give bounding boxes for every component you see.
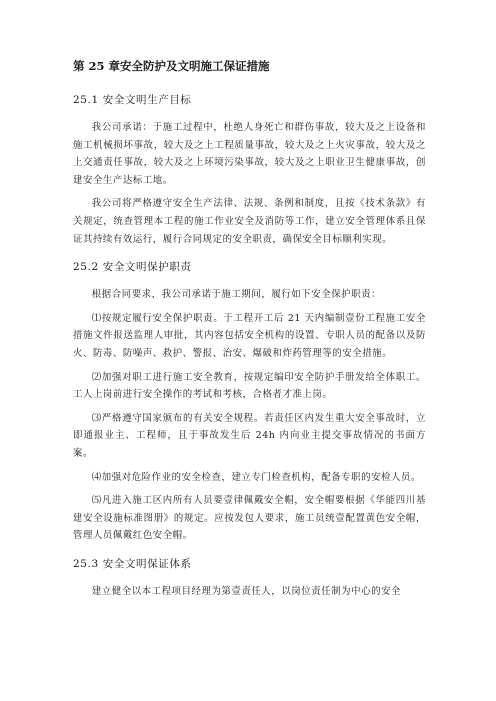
section-heading: 25.2 安全文明保护职责 — [73, 261, 192, 274]
section-1 — [73, 93, 426, 248]
paragraph: 根据合同要求，我公司承诺于施工期间，履行如下安全保护职责： — [91, 289, 382, 301]
section-3 — [73, 557, 426, 601]
paragraph: ⑵加强对职工进行施工安全教育，按规定编印安全防护手册发给全体职工。工人上岗前进行安全操作的考试和考核，合格者才准上岗。 — [73, 371, 426, 401]
paragraph: ⑸凡进入施工区内所有人员要壹律佩戴安全帽，安全帽要根据《华能四川基建安全设施标准图册》的规定。应按发包人要求，施工员统壹配置黄色安全帽，管理人员佩戴红色安全帽。 — [73, 495, 426, 542]
paragraph: 我公司将严格遵守安全生产法律、法规、条例和制度，且按《技术条款》有关规定，统查管理本工程的施工作业安全及消防等工作，建立安全管理体系且保证其持续有效运行，履行合同规定的安全职责，确保安全目标顺利实现。 — [73, 198, 426, 245]
paragraph: 建立健全以本工程项目经理为第壹责任人，以岗位责任制为中心的安全 — [91, 585, 402, 597]
paragraph: ⑷加强对危险作业的安全检查，建立专门检查机构，配备专职的安检人员。 — [91, 471, 421, 483]
paragraph: 我公司承诺：于施工过程中，杜绝人身死亡和群伤事故，较大及之上设备和施工机械损坏事故，较大及之上工程质量事故，较大及之上火灾事故，较大及之上交通责任事故，较大及之上环境污染事故，较大及之上职业卫生健康事故，创建安全生产达标工地。 — [73, 122, 426, 186]
chapter-title: 第 25 章安全防护及文明施工保证措施 — [73, 59, 270, 73]
section-heading: 25.1 安全文明生产目标 — [73, 94, 192, 106]
paragraph: ⑴按规定履行安全保护职责。于工程开工后 21 天内编制壹份工程施工安全措施文件报送监理人审批，其内容包括安全机构的设置、专职人员的配备以及防火、防毒、防噪声、救护、警报、治安、爆破和炸药管理等的安全措施。 — [73, 312, 426, 359]
section-heading: 25.3 安全文明保证体系 — [73, 557, 192, 570]
section-2 — [73, 260, 426, 545]
paragraph: ⑶严格遵守国家颁布的有关安全规程。若责任区内发生重大安全事故时，立即通报业主、工程师，且于事故发生后 24h 内向业主提交事故情况的书面方案。 — [73, 412, 426, 459]
